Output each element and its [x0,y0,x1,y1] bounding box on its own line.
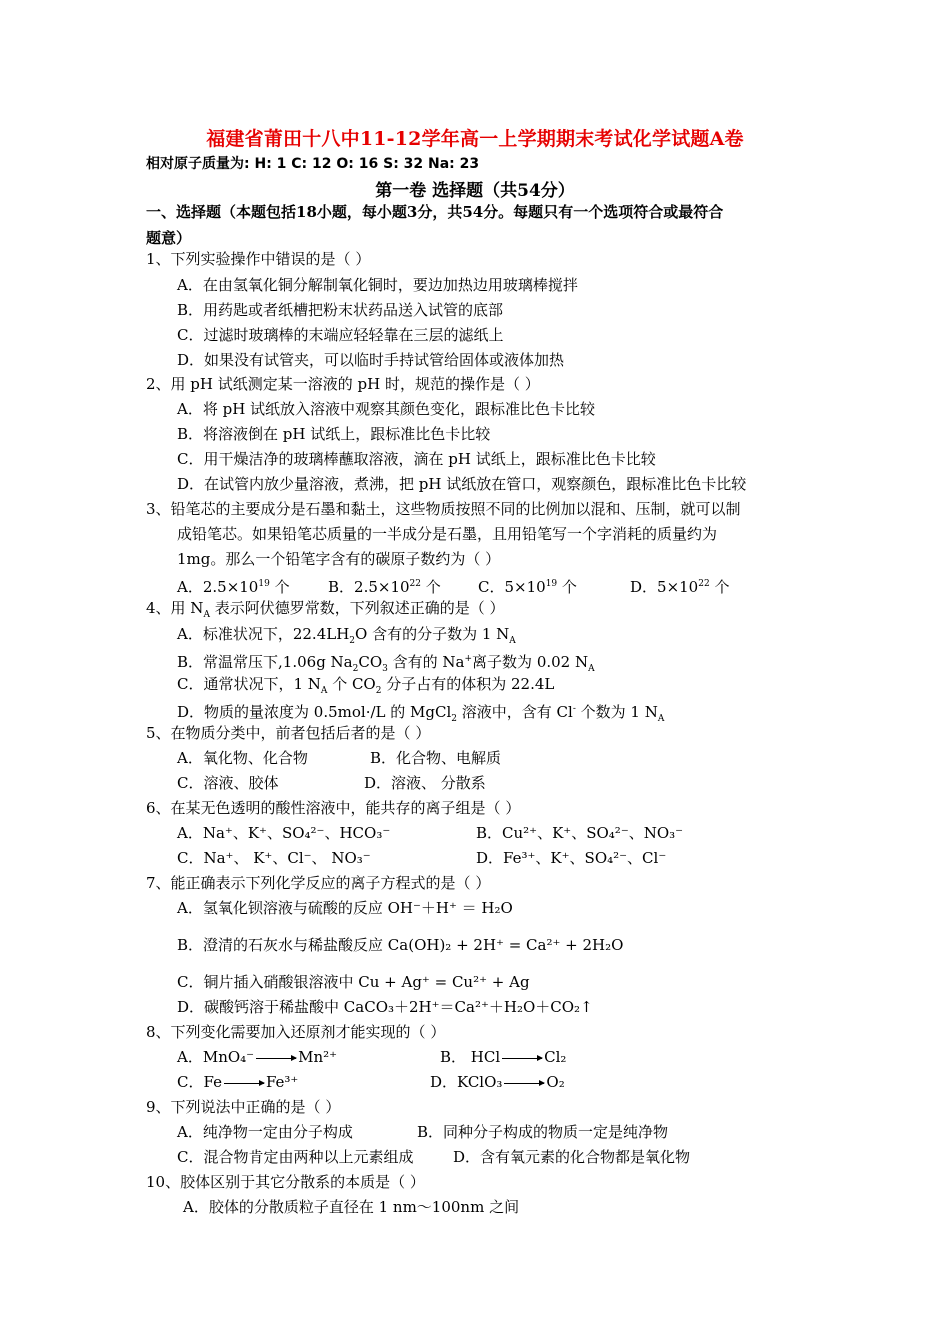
q10-option-a: A．胶体的分散质粒子直径在 1 nm～100nm 之间 [183,1198,520,1216]
q6-option-b: B．Cu²⁺、K⁺、SO₄²⁻、NO₃⁻ [476,824,684,842]
reaction-arrow-icon [502,1058,542,1059]
q6-option-c: C．Na⁺、 K⁺、Cl⁻、 NO₃⁻ [177,849,371,867]
q9-option-b: B．同种分子构成的物质一定是纯净物 [417,1123,669,1141]
q2-stem: 2、用 pH 试纸测定某一溶液的 pH 时，规范的操作是（ ） [146,375,540,393]
q5-stem: 5、在物质分类中，前者包括后者的是（ ） [146,724,431,742]
q8-stem: 8、下列变化需要加入还原剂才能实现的（ ） [146,1023,446,1041]
q5-option-c: C．溶液、胶体 [177,774,279,792]
q8-option-c: C．Fe Fe³⁺ [177,1073,299,1091]
q3-option-c: C．$5\times 10^{19}$ 个 [478,578,577,596]
q2-option-d: D．在试管内放少量溶液，煮沸，把 pH 试纸放在管口，观察颜色，跟标准比色卡比较 [177,475,747,493]
q7-option-c: C．铜片插入硝酸银溶液中 Cu + Ag⁺ = Cu²⁺ + Ag [177,973,530,991]
q3-stem-line-1: 3、铅笔芯的主要成分是石墨和黏土，这些物质按照不同的比例加以混和、压制，就可以制 [146,500,741,518]
q9-option-d: D．含有氧元素的化合物都是氧化物 [453,1148,691,1166]
q8-option-a: A．MnO₄⁻ Mn²⁺ [177,1048,338,1066]
q1-option-c: C．过滤时玻璃棒的末端应轻轻靠在三层的滤纸上 [177,326,504,344]
atomic-masses: 相对原子质量为: H: 1 C: 12 O: 16 S: 32 Na: 23 [146,156,480,172]
q10-stem: 10、胶体区别于其它分散系的本质是（ ） [146,1173,425,1191]
q3-option-d: D．$5\times 10^{22}$ 个 [630,578,730,596]
q7-option-d: D．碳酸钙溶于稀盐酸中 CaCO₃＋2H⁺＝Ca²⁺＋H₂O＋CO₂↑ [177,998,593,1016]
q9-stem: 9、下列说法中正确的是（ ） [146,1098,341,1116]
q5-option-a: A．氧化物、化合物 [177,749,308,767]
q7-option-a: A．氢氧化钡溶液与硫酸的反应 OH⁻＋H⁺ ＝ H₂O [177,899,513,917]
q4-option-a: A．标准状况下，$22.4LH_2O$ 含有的分子数为 1 $N_A$ [177,625,516,646]
q9-option-c: C．混合物肯定由两种以上元素组成 [177,1148,414,1166]
q8-option-b: B． HCl Cl₂ [440,1048,567,1066]
q3-stem-line-3: 1mg。那么一个铅笔字含有的碳原子数约为（ ） [177,550,501,568]
reaction-arrow-icon [256,1058,296,1059]
q4-option-c: C．通常状况下，1 $N_A$ 个 $CO_2$ 分子占有的体积为 22.4L [177,675,555,696]
reaction-arrow-icon [224,1083,264,1084]
q3-option-b: B．$2.5\times 10^{22}$ 个 [328,578,441,596]
q6-option-a: A．Na⁺、K⁺、SO₄²⁻、HCO₃⁻ [177,824,391,842]
instructions-line-1: 一、选择题（本题包括18小题，每小题3分，共54分。每题只有一个选项符合或最符合 [146,203,724,221]
q7-stem: 7、能正确表示下列化学反应的离子方程式的是（ ） [146,874,491,892]
q6-stem: 6、在某无色透明的酸性溶液中，能共存的离子组是（ ） [146,799,521,817]
q1-option-d: D．如果没有试管夹，可以临时手持试管给固体或液体加热 [177,351,565,369]
q2-option-c: C．用干燥洁净的玻璃棒蘸取溶液，滴在 pH 试纸上，跟标准比色卡比较 [177,450,656,468]
instructions-line-2: 题意） [146,229,192,247]
q3-option-a: A．$2.5\times 10^{19}$ 个 [177,578,290,596]
q5-option-b: B．化合物、电解质 [370,749,502,767]
reaction-arrow-icon [504,1083,544,1084]
q4-option-b: B．常温常压下,1.06g $Na_2CO_3$ 含有的 Na+离子数为 0.02 $N_A$ [177,653,595,674]
q2-option-b: B．将溶液倒在 pH 试纸上，跟标准比色卡比较 [177,425,491,443]
section-heading: 第一卷 选择题（共54分） [375,181,575,201]
q4-option-d: D．物质的量浓度为 0.5mol·/L 的 MgCl$_2$ 溶液中，含有 Cl- 个数为 1 $N_A$ [177,703,665,724]
q4-stem: 4、用 $N_A$ 表示阿伏德罗常数，下列叙述正确的是（ ） [146,599,505,620]
q3-stem-line-2: 成铅笔芯。如果铅笔芯质量的一半成分是石墨，且用铅笔写一个字消耗的质量约为 [177,525,718,543]
q1-option-a: A．在由氢氧化铜分解制氧化铜时，要边加热边用玻璃棒搅拌 [177,276,578,294]
q1-option-b: B．用药匙或者纸槽把粉末状药品送入试管的底部 [177,301,504,319]
q8-option-d: D．KClO₃ O₂ [430,1073,565,1091]
q2-option-a: A．将 pH 试纸放入溶液中观察其颜色变化，跟标准比色卡比较 [177,400,596,418]
q1-stem: 1、下列实验操作中错误的是（ ） [146,250,371,268]
q9-option-a: A．纯净物一定由分子构成 [177,1123,353,1141]
q5-option-d: D．溶液、 分散系 [364,774,486,792]
q7-option-b: B．澄清的石灰水与稀盐酸反应 Ca(OH)₂ + 2H⁺ = Ca²⁺ + 2H₂O [177,936,624,954]
q6-option-d: D．Fe³⁺、K⁺、SO₄²⁻、Cl⁻ [476,849,667,867]
exam-title: 福建省莆田十八中11-12学年高一上学期期末考试化学试题A卷 [206,128,744,150]
